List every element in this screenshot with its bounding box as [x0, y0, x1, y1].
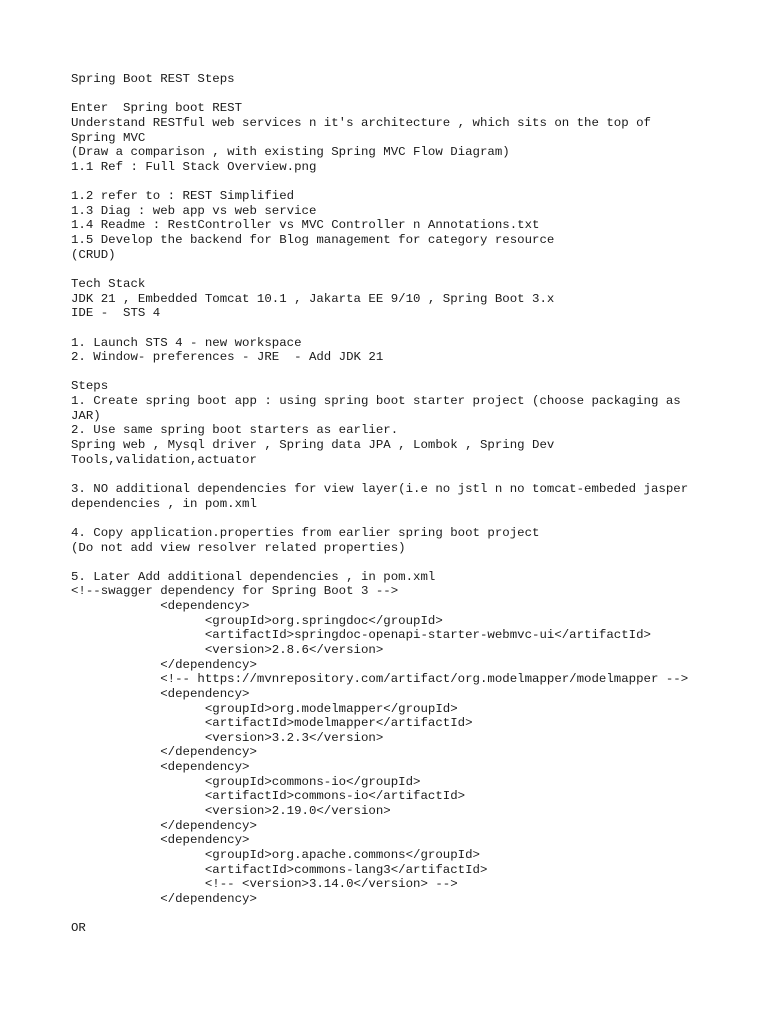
document-page — [71, 72, 761, 936]
code-line: <artifactId>springdoc-openapi-starter-webmvc-ui</artifactId> — [71, 628, 651, 643]
text-line: 1.3 Diag : web app vs web service — [71, 203, 317, 218]
code-line: <dependency> — [71, 760, 250, 775]
code-comment-line: <!--swagger dependency for Spring Boot 3 --> — [71, 584, 399, 599]
blank-line — [71, 262, 761, 277]
code-line: <artifactId>commons-lang3</artifactId> — [71, 862, 488, 877]
code-line: <groupId>org.springdoc</groupId> — [71, 613, 443, 628]
section-heading: Tech Stack — [71, 276, 146, 291]
code-line: </dependency> — [71, 891, 257, 906]
text-line: 3. NO additional dependencies for view layer(i.e no jstl n no tomcat-embeded jasper — [71, 481, 689, 496]
code-line: <dependency> — [71, 686, 250, 701]
text-line: 1.5 Develop the backend for Blog management for category resource — [71, 233, 555, 248]
document-title: Spring Boot REST Steps — [71, 72, 235, 86]
text-line: OR — [71, 921, 86, 936]
code-line: </dependency> — [71, 657, 257, 672]
text-line: Spring MVC — [71, 130, 146, 145]
text-line: JDK 21 , Embedded Tomcat 10.1 , Jakarta EE 9/10 , Spring Boot 3.x — [71, 291, 555, 306]
code-line: <artifactId>modelmapper</artifactId> — [71, 716, 473, 731]
text-line: 1.4 Readme : RestController vs MVC Controller n Annotations.txt — [71, 218, 540, 233]
text-line: 2. Window- preferences - JRE - Add JDK 21 — [71, 350, 384, 365]
text-line: 1.1 Ref : Full Stack Overview.png — [71, 159, 317, 174]
text-line: Understand RESTful web services n it's architecture , which sits on the top of — [71, 115, 651, 130]
text-line: 4. Copy application.properties from earlier spring boot project — [71, 525, 540, 540]
blank-line — [71, 511, 761, 526]
blank-line — [71, 365, 761, 380]
text-line: Enter Spring boot REST — [71, 101, 243, 116]
text-line: IDE - STS 4 — [71, 306, 161, 321]
text-line: 1. Create spring boot app : using spring boot starter project (choose packaging as — [71, 394, 681, 409]
code-line: <version>2.19.0</version> — [71, 804, 391, 819]
blank-line — [71, 321, 761, 336]
text-line: (Draw a comparison , with existing Spring MVC Flow Diagram) — [71, 145, 510, 160]
text-line: 1.2 refer to : REST Simplified — [71, 189, 295, 204]
text-line: JAR) — [71, 408, 101, 423]
code-comment-line: <!-- <version>3.14.0</version> --> — [71, 877, 458, 892]
code-line: <version>2.8.6</version> — [71, 642, 384, 657]
code-line: <dependency> — [71, 833, 250, 848]
section-heading: Steps — [71, 379, 109, 394]
text-line: (CRUD) — [71, 247, 116, 262]
text-line: (Do not add view resolver related properties) — [71, 540, 406, 555]
text-line: 5. Later Add additional dependencies , in pom.xml — [71, 569, 436, 584]
text-line: dependencies , in pom.xml — [71, 496, 257, 511]
blank-line — [71, 174, 761, 189]
code-line: </dependency> — [71, 745, 257, 760]
code-line: <artifactId>commons-io</artifactId> — [71, 789, 466, 804]
code-line: <dependency> — [71, 599, 250, 614]
code-line: </dependency> — [71, 818, 257, 833]
code-line: <groupId>org.modelmapper</groupId> — [71, 701, 458, 716]
blank-line — [71, 555, 761, 570]
blank-line — [71, 467, 761, 482]
code-comment-line: <!-- https://mvnrepository.com/artifact/org.modelmapper/modelmapper --> — [71, 672, 689, 687]
blank-line — [71, 907, 761, 922]
text-line: Spring web , Mysql driver , Spring data JPA , Lombok , Spring Dev — [71, 438, 555, 453]
text-line: Tools,validation,actuator — [71, 452, 257, 467]
code-line: <groupId>commons-io</groupId> — [71, 774, 421, 789]
text-line: 2. Use same spring boot starters as earlier. — [71, 423, 399, 438]
blank-line — [71, 87, 761, 102]
text-line: 1. Launch STS 4 - new workspace — [71, 335, 302, 350]
code-line: <version>3.2.3</version> — [71, 730, 384, 745]
code-line: <groupId>org.apache.commons</groupId> — [71, 847, 480, 862]
